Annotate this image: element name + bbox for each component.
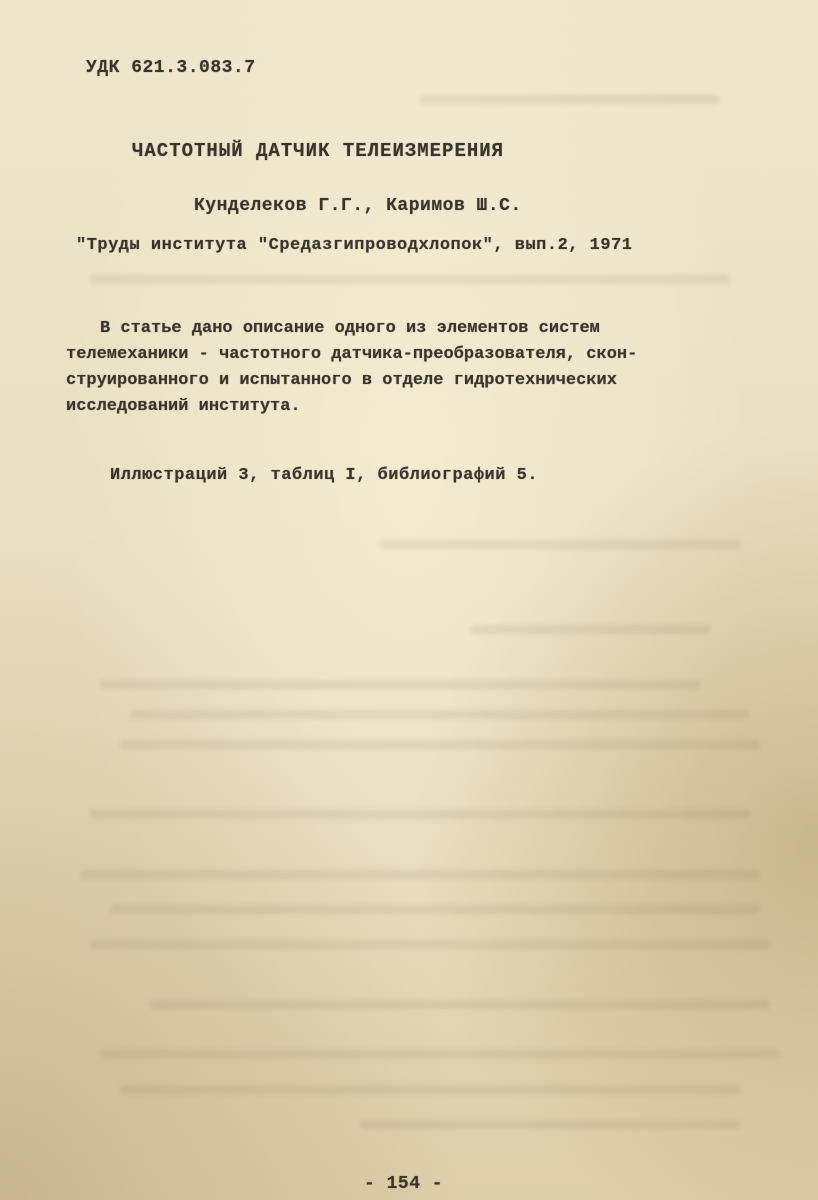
show-through: [150, 1000, 770, 1009]
show-through: [130, 710, 750, 719]
show-through: [100, 680, 700, 689]
show-through: [80, 870, 760, 879]
article-authors: Кунделеков Г.Г., Каримов Ш.С.: [194, 196, 522, 216]
show-through: [100, 1050, 780, 1059]
abstract-line: исследований института.: [66, 397, 301, 416]
udk-code: УДК 621.3.083.7: [86, 58, 256, 78]
show-through: [420, 95, 720, 104]
show-through: [470, 625, 710, 634]
article-source: "Труды института "Средазгипроводхлопок", вып.2, 1971: [76, 236, 633, 255]
show-through: [90, 940, 770, 949]
abstract-paragraph: [66, 316, 766, 420]
show-through: [380, 540, 740, 549]
page-number: - 154 -: [364, 1174, 444, 1194]
abstract-line: струированного и испытанного в отделе гидротехнических: [66, 371, 617, 390]
abstract-line: телемеханики - частотного датчика-преобразователя, скон-: [66, 345, 638, 364]
show-through: [90, 275, 730, 284]
show-through: [90, 810, 750, 819]
abstract-line: В статье дано описание одного из элементов систем: [100, 319, 600, 338]
show-through: [120, 740, 760, 749]
show-through: [360, 1120, 740, 1129]
show-through: [120, 1085, 740, 1094]
article-title: ЧАСТОТНЫЙ ДАТЧИК ТЕЛЕИЗМЕРЕНИЯ: [132, 140, 505, 162]
show-through: [110, 905, 760, 914]
illustrations-count: Иллюстраций 3, таблиц I, библиографий 5.: [110, 466, 539, 485]
